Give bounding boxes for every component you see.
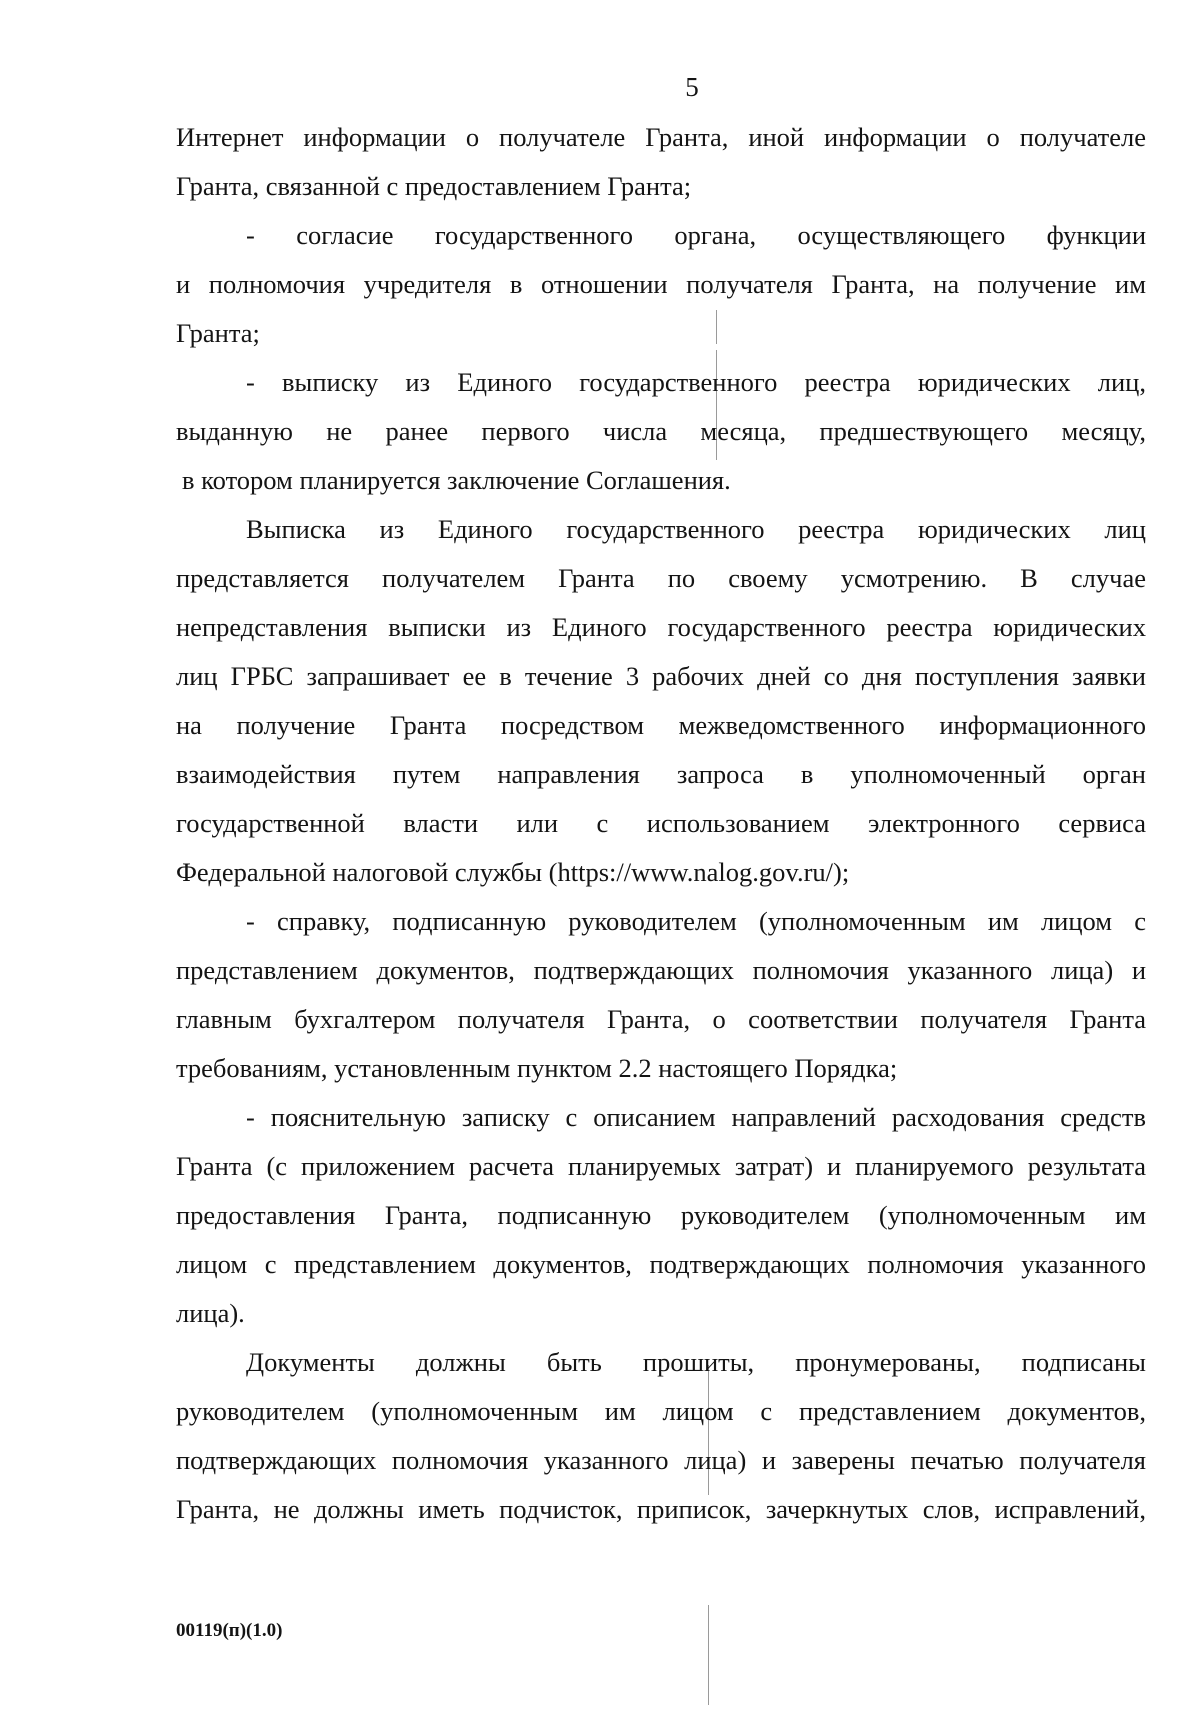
text-line: подтверждающих полномочия указанного лица) и заверены печатью получателя [176, 1445, 1146, 1475]
text-line: - выписку из Единого государственного реестра юридических лиц, [246, 367, 1146, 397]
text-line: - справку, подписанную руководителем (уполномоченным им лицом с [246, 906, 1146, 936]
text-line: Федеральной налоговой службы (https://www.nalog.gov.ru/); [176, 857, 850, 887]
text-line: руководителем (уполномоченным им лицом с представлением документов, [176, 1396, 1146, 1426]
page-number: 5 [685, 72, 699, 102]
text-line: Выписка из Единого государственного реестра юридических лиц [246, 514, 1146, 544]
text-line: Документы должны быть прошиты, пронумерованы, подписаны [246, 1347, 1146, 1377]
text-line: Гранта, связанной с предоставлением Гранта; [176, 171, 692, 201]
text-line: представлением документов, подтверждающих полномочия указанного лица) и [176, 955, 1146, 985]
text-line: государственной власти или с использованием электронного сервиса [176, 808, 1146, 838]
text-line: на получение Гранта посредством межведомственного информационного [176, 710, 1146, 740]
text-line: Интернет информации о получателе Гранта, иной информации о получателе [176, 122, 1146, 152]
text-line: непредставления выписки из Единого государственного реестра юридических [176, 612, 1146, 642]
scan-artifact-line [716, 310, 717, 344]
text-line: Гранта, не должны иметь подчисток, приписок, зачеркнутых слов, исправлений, [176, 1494, 1146, 1524]
text-line: в котором планируется заключение Соглашения. [182, 465, 731, 495]
text-line: Гранта (с приложением расчета планируемых затрат) и планируемого результата [176, 1151, 1146, 1181]
text-line: главным бухгалтером получателя Гранта, о соответствии получателя Гранта [176, 1004, 1146, 1034]
text-line: лиц ГРБС запрашивает ее в течение 3 рабочих дней со дня поступления заявки [176, 661, 1146, 691]
text-line: лицом с представлением документов, подтверждающих полномочия указанного [176, 1249, 1146, 1279]
text-line: Гранта; [176, 318, 260, 348]
text-line: представляется получателем Гранта по своему усмотрению. В случае [176, 563, 1146, 593]
text-line: и полномочия учредителя в отношении получателя Гранта, на получение им [176, 269, 1146, 299]
text-line: лица). [176, 1298, 245, 1328]
text-line: - согласие государственного органа, осуществляющего функции [246, 220, 1146, 250]
text-line: предоставления Гранта, подписанную руководителем (уполномоченным им [176, 1200, 1146, 1230]
text-line: - пояснительную записку с описанием направлений расходования средств [246, 1102, 1146, 1132]
scan-artifact-line [708, 1605, 709, 1705]
text-line: требованиям, установленным пунктом 2.2 настоящего Порядка; [176, 1053, 898, 1083]
document-code: 00119(п)(1.0) [176, 1620, 283, 1641]
text-line: выданную не ранее первого числа месяца, предшествующего месяцу, [176, 416, 1146, 446]
text-line: взаимодействия путем направления запроса в уполномоченный орган [176, 759, 1146, 789]
